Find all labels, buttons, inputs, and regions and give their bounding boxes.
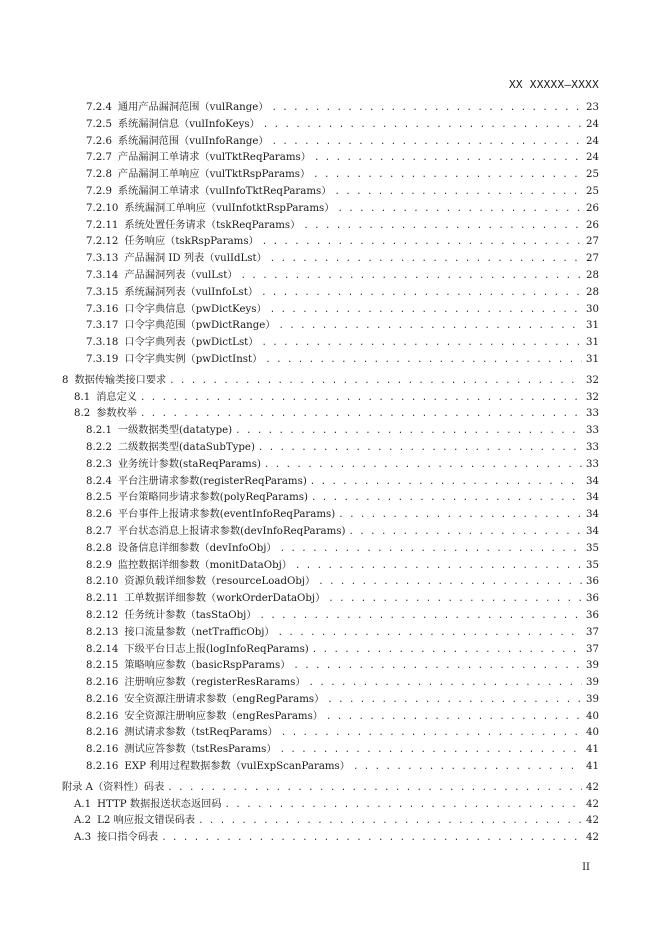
toc-entry[interactable] <box>62 318 599 335</box>
toc-entry-number: A.3 <box>74 832 92 844</box>
toc-entry[interactable] <box>62 134 599 151</box>
toc-entry-title: 系统漏洞范围（vulInfoRange） <box>117 135 269 147</box>
toc-entry-page: 26 <box>586 202 599 214</box>
toc-leader-dots <box>272 134 582 151</box>
toc-entry-number: 7.2.8 <box>86 169 112 181</box>
toc-entry[interactable] <box>62 625 599 642</box>
toc-entry[interactable] <box>62 574 599 591</box>
toc-leader-dots <box>278 318 582 335</box>
toc-leader-dots <box>258 440 582 457</box>
toc-entry[interactable] <box>62 150 599 167</box>
toc-entry-page: 41 <box>586 761 599 773</box>
toc-entry-title: HTTP 数据报送状态返回码 <box>97 798 222 810</box>
toc-leader-dots <box>337 201 582 218</box>
toc-leader-dots <box>278 625 582 642</box>
toc-entry-page: 33 <box>586 408 599 420</box>
toc-entry[interactable] <box>62 830 599 847</box>
toc-entry-number: 8.2.9 <box>86 559 112 571</box>
toc-entry-page: 28 <box>586 286 599 298</box>
toc-entry-title: 监控数据详细参数（monitDataObj） <box>117 559 292 571</box>
toc-entry-number: 8.2.16 <box>86 761 119 773</box>
toc-entry[interactable] <box>62 423 599 440</box>
toc-entry-title: 产品漏洞工单请求（vulTktReqParams） <box>117 152 311 164</box>
toc-entry-number: 7.2.4 <box>86 102 112 113</box>
toc-entry-title: 接口指令码表 <box>97 832 159 844</box>
toc-entry-title: 系统处置任务请求（tskReqParams） <box>124 219 301 231</box>
toc-entry[interactable] <box>62 709 599 726</box>
toc-entry-page: 40 <box>586 727 599 739</box>
toc-leader-dots <box>161 830 582 847</box>
toc-entry-title: 任务统计参数（tasStaObj） <box>124 609 257 621</box>
toc-entry-page: 31 <box>586 337 599 349</box>
toc-entry[interactable] <box>62 813 599 830</box>
toc-entry-page: 33 <box>586 441 599 453</box>
toc-entry-number: 7.3.17 <box>86 320 119 332</box>
toc-leader-dots <box>263 117 582 134</box>
toc-entry-title: 设备信息详细参数（devInfoObj） <box>117 542 277 554</box>
toc-entry-title: 资源负载详细参数（resourceLoadObj） <box>124 576 316 588</box>
toc-entry[interactable] <box>62 642 599 659</box>
toc-entry-number: 7.3.15 <box>86 286 119 298</box>
toc-entry-page: 32 <box>586 374 599 386</box>
toc-entry-title: 平台策略同步请求参数(polyReqParams) <box>117 492 308 504</box>
toc-entry-page: 35 <box>586 559 599 571</box>
toc-leader-dots <box>270 302 582 319</box>
toc-entry-title: L2 响应报文错误码表 <box>97 815 196 827</box>
toc-entry-number: 8.2.16 <box>86 727 119 739</box>
toc-entry-number: 7.3.14 <box>86 269 119 281</box>
toc-entry[interactable] <box>62 658 599 675</box>
toc-entry-number: 7.3.19 <box>86 353 119 365</box>
toc-entry-number: 7.3.18 <box>86 337 119 349</box>
toc-entry-number: 8.2.8 <box>86 542 112 554</box>
toc-leader-dots <box>314 150 582 167</box>
toc-leader-dots <box>328 591 582 608</box>
toc-entry-page: 42 <box>586 832 599 844</box>
toc-entry[interactable] <box>62 692 599 709</box>
toc-entry-title: 口令字典实例（pwDictInst） <box>124 353 263 365</box>
toc-leader-dots <box>326 709 582 726</box>
toc-entry[interactable] <box>62 184 599 201</box>
toc-entry-page: 30 <box>586 303 599 315</box>
toc-entry-page: 32 <box>586 391 599 403</box>
toc-entry-page: 42 <box>586 781 599 793</box>
toc-leader-dots <box>334 184 582 201</box>
toc-leader-dots <box>265 352 582 369</box>
toc-entry-page: 33 <box>586 425 599 437</box>
toc-entry-title: 二级数据类型(dataSubType) <box>117 441 255 453</box>
toc-entry[interactable] <box>62 100 599 117</box>
toc-leader-dots <box>259 608 582 625</box>
toc-entry-number: 8.2.2 <box>86 441 112 453</box>
toc-entry-number: 8.2.4 <box>86 475 112 487</box>
toc-entry-page: 35 <box>586 542 599 554</box>
toc-entry-number: 8.2.16 <box>86 744 119 756</box>
toc-entry-page: 34 <box>586 509 599 521</box>
toc-entry[interactable] <box>62 373 599 390</box>
toc-leader-dots <box>327 692 582 709</box>
toc-entry-number: 8.1 <box>74 391 91 403</box>
toc-entry[interactable] <box>62 352 599 369</box>
toc-entry-page: 25 <box>586 169 599 181</box>
toc-leader-dots <box>281 725 582 742</box>
toc-entry-page: 24 <box>586 152 599 164</box>
toc-entry[interactable] <box>62 541 599 558</box>
toc-entry-number: 7.2.5 <box>86 118 112 130</box>
toc-entry-title: 通用产品漏洞范围（vulRange） <box>117 102 269 113</box>
toc-leader-dots <box>303 218 582 235</box>
toc-entry-title: 测试请求参数（tstReqParams） <box>124 727 278 739</box>
toc-leader-dots <box>261 285 582 302</box>
toc-entry[interactable] <box>62 675 599 692</box>
toc-entry-title: 口令字典范围（pwDictRange） <box>124 320 276 332</box>
toc-entry-number: 7.2.9 <box>86 185 112 197</box>
toc-entry-number: 7.2.10 <box>86 202 119 214</box>
toc-leader-dots <box>270 251 582 268</box>
toc-entry-number: 7.2.12 <box>86 236 119 248</box>
toc-entry-page: 27 <box>586 253 599 265</box>
toc-entry-page: 41 <box>586 744 599 756</box>
toc-entry-title: 产品漏洞 ID 列表（vulIdLst） <box>124 253 267 265</box>
toc-entry-page: 34 <box>586 525 599 537</box>
toc-entry-title: 口令字典信息（pwDictKeys） <box>124 303 267 315</box>
toc-entry-number: 8.2.5 <box>86 492 112 504</box>
toc-entry-number: 7.3.13 <box>86 253 119 265</box>
toc-entry-number: 8.2.3 <box>86 458 112 470</box>
toc-entry-page: 40 <box>586 710 599 722</box>
toc-entry-page: 36 <box>586 593 599 605</box>
toc-entry-title: 系统漏洞工单响应（vulInfotktRspParams） <box>124 202 335 214</box>
toc-entry-title: 口令字典列表（pwDictLst） <box>124 337 259 349</box>
toc-entry-number: 7.2.6 <box>86 135 112 147</box>
toc-entry-number: 8 <box>62 374 69 386</box>
toc-leader-dots <box>295 558 582 575</box>
toc-leader-dots <box>167 780 582 797</box>
toc-leader-dots <box>313 167 582 184</box>
toc-entry[interactable] <box>62 201 599 218</box>
toc-entry[interactable] <box>62 759 599 776</box>
toc-entry-number: A.2 <box>74 815 92 827</box>
toc-entry[interactable] <box>62 457 599 474</box>
toc-entry-title: EXP 利用过程数据参数（vulExpScanParams） <box>124 761 350 773</box>
toc-entry[interactable] <box>62 167 599 184</box>
toc-leader-dots <box>261 335 582 352</box>
toc-entry-number: 8.2 <box>74 408 91 420</box>
toc-entry[interactable] <box>62 335 599 352</box>
toc-entry-page: 36 <box>586 609 599 621</box>
toc-entry-number: 7.2.11 <box>86 219 119 231</box>
toc-entry-page: 24 <box>586 135 599 147</box>
document-code: XX XXXXX—XXXX <box>509 78 599 91</box>
toc-entry-page: 24 <box>586 118 599 130</box>
toc-entry-title: 附录 A（资料性）码表 <box>62 781 165 793</box>
toc-entry-number: 8.2.13 <box>86 626 119 638</box>
toc-entry[interactable] <box>62 406 599 423</box>
toc-leader-dots <box>353 759 582 776</box>
toc-entry-number: 8.2.6 <box>86 509 112 521</box>
toc-entry-page: 34 <box>586 475 599 487</box>
toc-entry[interactable] <box>62 490 599 507</box>
toc-entry-title: 数据传输类接口要求 <box>74 374 167 386</box>
toc-entry-title: 注册响应参数（registerResRarams） <box>124 677 306 689</box>
toc-entry-title: 平台事件上报请求参数(eventInfoReqParams) <box>117 509 336 521</box>
toc-entry-number: 8.2.1 <box>86 425 112 437</box>
toc-entry-page: 31 <box>586 353 599 365</box>
toc-entry-page: 34 <box>586 492 599 504</box>
toc-leader-dots <box>169 373 582 390</box>
toc-entry-number: 8.2.16 <box>86 693 119 705</box>
toc-entry-title: 安全资源注册请求参数（engRegParams） <box>124 693 325 705</box>
toc-entry[interactable] <box>62 218 599 235</box>
toc-leader-dots <box>312 642 582 659</box>
toc-entry-title: 安全资源注册响应参数（engResParams） <box>124 710 323 722</box>
toc-entry[interactable] <box>62 268 599 285</box>
toc-entry-page: 42 <box>586 815 599 827</box>
toc-entry-page: 23 <box>586 102 599 113</box>
toc-entry-page: 42 <box>586 798 599 810</box>
toc-entry[interactable] <box>62 797 599 814</box>
toc-entry-page: 25 <box>586 185 599 197</box>
toc-entry-title: 下级平台日志上报(logInfoReqParams) <box>124 643 309 655</box>
toc-leader-dots <box>241 268 582 285</box>
toc-entry-page: 39 <box>586 693 599 705</box>
toc-entry-title: 测试应答参数（tstResParams） <box>124 744 277 756</box>
toc-leader-dots <box>348 524 582 541</box>
toc-entry-page: 39 <box>586 677 599 689</box>
toc-entry-title: 产品漏洞工单响应（vulTktRspParams） <box>117 169 311 181</box>
toc-entry-title: 一级数据类型(datatype) <box>117 425 233 437</box>
toc-entry[interactable] <box>62 474 599 491</box>
toc-entry-title: 业务统计参数(staReqParams) <box>117 458 261 470</box>
toc-leader-dots <box>318 574 582 591</box>
toc-entry[interactable] <box>62 591 599 608</box>
page-number: II <box>582 862 590 873</box>
toc-entry[interactable] <box>62 780 599 797</box>
toc-entry-page: 36 <box>586 576 599 588</box>
toc-leader-dots <box>280 742 582 759</box>
toc-entry-title: 系统漏洞工单请求（vulInfoTktReqParams） <box>117 185 332 197</box>
toc-leader-dots <box>198 813 582 830</box>
toc-entry-title: 平台状态消息上报请求参数(devInfoReqParams) <box>117 525 346 537</box>
toc-entry[interactable] <box>62 302 599 319</box>
toc-entry-page: 31 <box>586 320 599 332</box>
toc-leader-dots <box>311 490 582 507</box>
toc-leader-dots <box>235 423 582 440</box>
toc-entry-number: 8.2.15 <box>86 660 119 672</box>
toc-entry[interactable] <box>62 558 599 575</box>
toc-entry-title: 系统漏洞列表（vulInfoLst） <box>124 286 259 298</box>
toc-entry-title: 任务响应（tskRspParams） <box>124 236 259 248</box>
toc-entry-number: 8.2.7 <box>86 525 112 537</box>
toc-entry-number: A.1 <box>74 798 92 810</box>
toc-leader-dots <box>280 541 582 558</box>
toc-entry[interactable] <box>62 725 599 742</box>
toc-leader-dots <box>271 100 582 117</box>
toc-entry[interactable] <box>62 234 599 251</box>
toc-entry-page: 26 <box>586 219 599 231</box>
toc-leader-dots <box>264 457 582 474</box>
toc-entry-page: 37 <box>586 626 599 638</box>
toc-entry[interactable] <box>62 507 599 524</box>
toc-leader-dots <box>140 406 582 423</box>
toc-leader-dots <box>225 797 582 814</box>
toc-leader-dots <box>140 390 582 407</box>
toc-entry[interactable] <box>62 742 599 759</box>
toc-entry[interactable] <box>62 117 599 134</box>
toc-entry-title: 平台注册请求参数(registerReqParams) <box>117 475 307 487</box>
toc-entry-number: 8.2.16 <box>86 710 119 722</box>
toc-entry-title: 系统漏洞信息（vulInfoKeys） <box>117 118 260 130</box>
toc-entry-title: 工单数据详细参数（workOrderDataObj） <box>124 593 326 605</box>
toc-entry-page: 27 <box>586 236 599 248</box>
toc-entry-page: 33 <box>586 458 599 470</box>
toc-leader-dots <box>262 234 582 251</box>
toc-entry-title: 策略响应参数（basicRspParams） <box>124 660 291 672</box>
toc-entry-page: 39 <box>586 660 599 672</box>
toc-leader-dots <box>310 474 582 491</box>
toc-entry-page: 28 <box>586 269 599 281</box>
toc-entry-title: 接口流量参数（netTrafficObj） <box>124 626 275 638</box>
toc-entry-number: 8.2.16 <box>86 677 119 689</box>
toc-entry-number: 7.3.16 <box>86 303 119 315</box>
toc-entry[interactable] <box>62 251 599 268</box>
toc-entry-page: 37 <box>586 643 599 655</box>
toc-leader-dots <box>338 507 582 524</box>
toc-leader-dots <box>309 675 582 692</box>
table-of-contents <box>62 100 599 847</box>
toc-entry-number: 8.2.14 <box>86 643 119 655</box>
toc-entry-number: 8.2.10 <box>86 576 119 588</box>
toc-entry[interactable] <box>62 608 599 625</box>
toc-entry[interactable] <box>62 524 599 541</box>
toc-entry[interactable] <box>62 390 599 407</box>
toc-entry-number: 7.2.7 <box>86 152 112 164</box>
toc-entry-title: 产品漏洞列表（vulLst） <box>124 269 238 281</box>
toc-entry[interactable] <box>62 440 599 457</box>
toc-entry-number: 8.2.12 <box>86 609 119 621</box>
toc-entry-number: 8.2.11 <box>86 593 119 605</box>
toc-entry-title: 消息定义 <box>96 391 137 403</box>
toc-leader-dots <box>293 658 582 675</box>
toc-entry[interactable] <box>62 285 599 302</box>
toc-entry-title: 参数枚举 <box>96 408 137 420</box>
